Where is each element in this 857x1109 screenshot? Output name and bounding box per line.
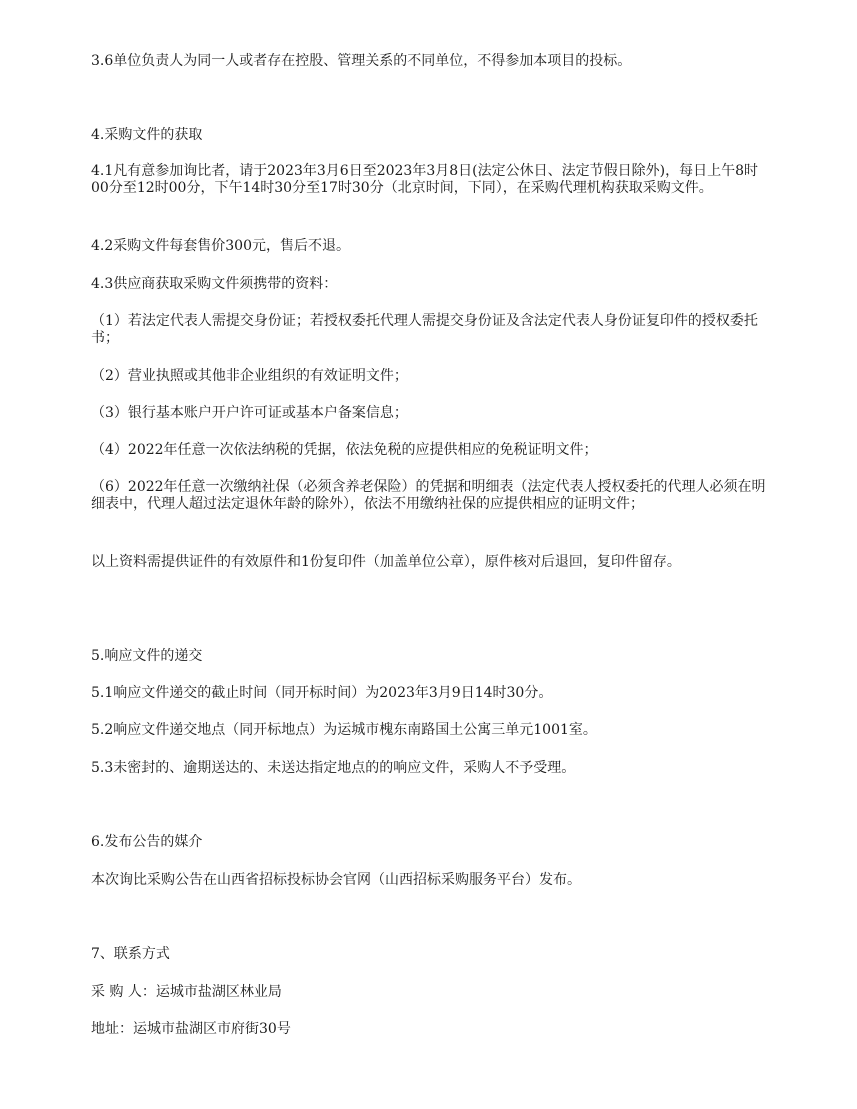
clause-4-1: 4.1凡有意参加询比者，请于2023年3月6日至2023年3月8日(法定公休日、法定节假日除外)，每日上午8时00分至12时00分，下午14时30分至17时30分（北京时间，下同），在采购代理机构获取采购文件。 [91,163,758,196]
documents-note: 以上资料需提供证件的有效原件和1份复印件（加盖单位公章），原件核对后退回，复印件留存。 [91,554,681,570]
clause-5-1: 5.1响应文件递交的截止时间（同开标时间）为2023年3月9日14时30分。 [91,685,553,701]
doc-item-6: （6）2022年任意一次缴纳社保（必须含养老保险）的凭据和明细表（法定代表人授权委托的代理人必须在明细表中，代理人超过法定退休年龄的除外），依法不用缴纳社保的应提供相应的证明文件； [91,479,766,512]
purchaser-line: 采 购 人：运城市盐湖区林业局 [91,984,282,1000]
clause-5-2: 5.2响应文件递交地点（同开标地点）为运城市槐东南路国土公寓三单元1001室。 [91,722,597,738]
clause-3-6: 3.6单位负责人为同一人或者存在控股、管理关系的不同单位，不得参加本项目的投标。 [91,53,632,69]
clause-4-2: 4.2采购文件每套售价300元，售后不退。 [91,238,350,254]
clause-4-3: 4.3供应商获取采购文件须携带的资料： [91,276,338,292]
clause-5-3: 5.3未密封的、逾期送达的、未送达指定地点的的响应文件，采购人不予受理。 [91,760,576,776]
doc-item-1: （1）若法定代表人需提交身份证；若授权委托代理人需提交身份证及含法定代表人身份证复印件的授权委托书； [91,313,758,346]
doc-item-3: （3）银行基本账户开户许可证或基本户备案信息； [91,405,408,421]
media-statement: 本次询比采购公告在山西省招标投标协会官网（山西招标采购服务平台）发布。 [91,872,581,888]
section-4-heading: 4.采购文件的获取 [91,127,203,143]
section-5-heading: 5.响应文件的递交 [91,648,203,664]
doc-item-2: （2）营业执照或其他非企业组织的有效证明文件； [91,368,408,384]
section-6-heading: 6.发布公告的媒介 [91,834,203,850]
doc-item-4: （4）2022年任意一次依法纳税的凭据，依法免税的应提供相应的免税证明文件； [91,442,598,458]
section-7-heading: 7、联系方式 [91,946,170,962]
address-line: 地址：运城市盐湖区市府街30号 [91,1021,291,1037]
